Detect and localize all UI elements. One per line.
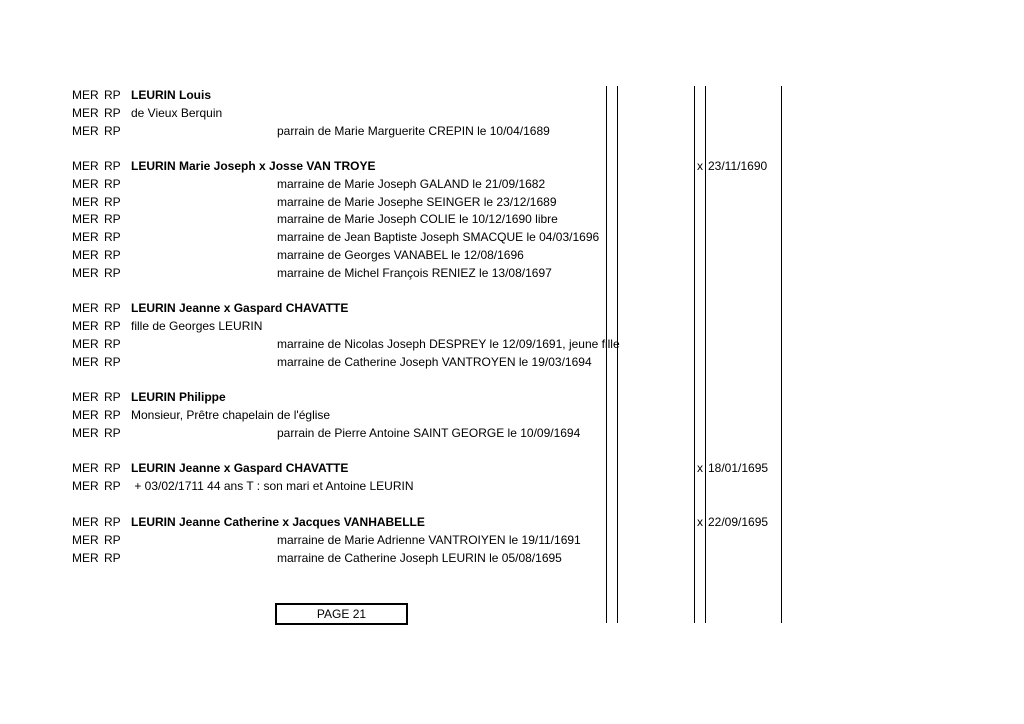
register-code: MER: [72, 266, 99, 280]
parish-code: RP: [104, 159, 121, 173]
register-code: MER: [72, 212, 99, 226]
marriage-mark: x: [697, 461, 703, 475]
column-divider: [781, 86, 782, 623]
parish-code: RP: [104, 319, 121, 333]
register-code: MER: [72, 124, 99, 138]
column-divider: [694, 86, 695, 623]
record-detail: parrain de Marie Marguerite CREPIN le 10/04/1689: [277, 124, 550, 138]
column-divider: [617, 86, 618, 623]
register-code: MER: [72, 479, 99, 493]
marriage-date: 23/11/1690: [708, 159, 768, 173]
parish-code: RP: [104, 515, 121, 529]
register-code: MER: [72, 301, 99, 315]
parish-code: RP: [104, 426, 121, 440]
register-code: MER: [72, 533, 99, 547]
register-code: MER: [72, 551, 99, 565]
register-code: MER: [72, 426, 99, 440]
parish-code: RP: [104, 212, 121, 226]
parish-code: RP: [104, 88, 121, 102]
parish-code: RP: [104, 195, 121, 209]
record-detail: marraine de Catherine Joseph VANTROYEN le 19/03/1694: [277, 355, 592, 369]
register-code: MER: [72, 88, 99, 102]
register-code: MER: [72, 159, 99, 173]
page-number-box: PAGE 21: [275, 603, 408, 625]
record-detail: marraine de Georges VANABEL le 12/08/1696: [277, 248, 524, 262]
person-name: LEURIN Jeanne x Gaspard CHAVATTE: [131, 301, 349, 315]
register-code: MER: [72, 248, 99, 262]
register-code: MER: [72, 230, 99, 244]
register-code: MER: [72, 390, 99, 404]
record-detail: marraine de Jean Baptiste Joseph SMACQUE le 04/03/1696: [277, 230, 600, 244]
record-detail: marraine de Marie Joseph COLIE le 10/12/1690 libre: [277, 212, 558, 226]
register-code: MER: [72, 461, 99, 475]
parish-code: RP: [104, 408, 121, 422]
marriage-mark: x: [697, 159, 703, 173]
parish-code: RP: [104, 533, 121, 547]
register-code: MER: [72, 408, 99, 422]
record-detail: parrain de Pierre Antoine SAINT GEORGE le 10/09/1694: [277, 426, 581, 440]
record-detail: marraine de Nicolas Joseph DESPREY le 12/09/1691, jeune fille: [277, 337, 620, 351]
person-name: LEURIN Jeanne x Gaspard CHAVATTE: [131, 461, 349, 475]
parish-code: RP: [104, 479, 121, 493]
record-detail: marraine de Marie Joseph GALAND le 21/09/1682: [277, 177, 546, 191]
person-name: LEURIN Philippe: [131, 390, 226, 404]
parish-code: RP: [104, 301, 121, 315]
parish-code: RP: [104, 337, 121, 351]
register-code: MER: [72, 177, 99, 191]
parish-code: RP: [104, 266, 121, 280]
column-divider: [705, 86, 706, 623]
parish-code: RP: [104, 390, 121, 404]
person-note: Monsieur, Prêtre chapelain de l'église: [131, 408, 331, 422]
register-code: MER: [72, 106, 99, 120]
parish-code: RP: [104, 248, 121, 262]
parish-code: RP: [104, 230, 121, 244]
marriage-date: 22/09/1695: [708, 515, 769, 529]
marriage-mark: x: [697, 515, 703, 529]
person-name: LEURIN Jeanne Catherine x Jacques VANHABELLE: [131, 515, 425, 529]
record-detail: marraine de Michel François RENIEZ le 13/08/1697: [277, 266, 552, 280]
parish-code: RP: [104, 124, 121, 138]
record-detail: marraine de Marie Josephe SEINGER le 23/12/1689: [277, 195, 557, 209]
register-code: MER: [72, 195, 99, 209]
parish-code: RP: [104, 461, 121, 475]
parish-code: RP: [104, 551, 121, 565]
marriage-date: 18/01/1695: [708, 461, 769, 475]
parish-code: RP: [104, 106, 121, 120]
register-code: MER: [72, 515, 99, 529]
parish-code: RP: [104, 355, 121, 369]
person-note: + 03/02/1711 44 ans T : son mari et Antoine LEURIN: [131, 479, 414, 493]
record-detail: marraine de Marie Adrienne VANTROIYEN le 19/11/1691: [277, 533, 581, 547]
register-code: MER: [72, 319, 99, 333]
person-note: fille de Georges LEURIN: [131, 319, 263, 333]
register-code: MER: [72, 337, 99, 351]
register-code: MER: [72, 355, 99, 369]
record-detail: marraine de Catherine Joseph LEURIN le 05/08/1695: [277, 551, 562, 565]
parish-code: RP: [104, 177, 121, 191]
person-name: LEURIN Louis: [131, 88, 211, 102]
column-divider: [606, 86, 607, 623]
person-name: LEURIN Marie Joseph x Josse VAN TROYE: [131, 159, 376, 173]
person-note: de Vieux Berquin: [131, 106, 223, 120]
